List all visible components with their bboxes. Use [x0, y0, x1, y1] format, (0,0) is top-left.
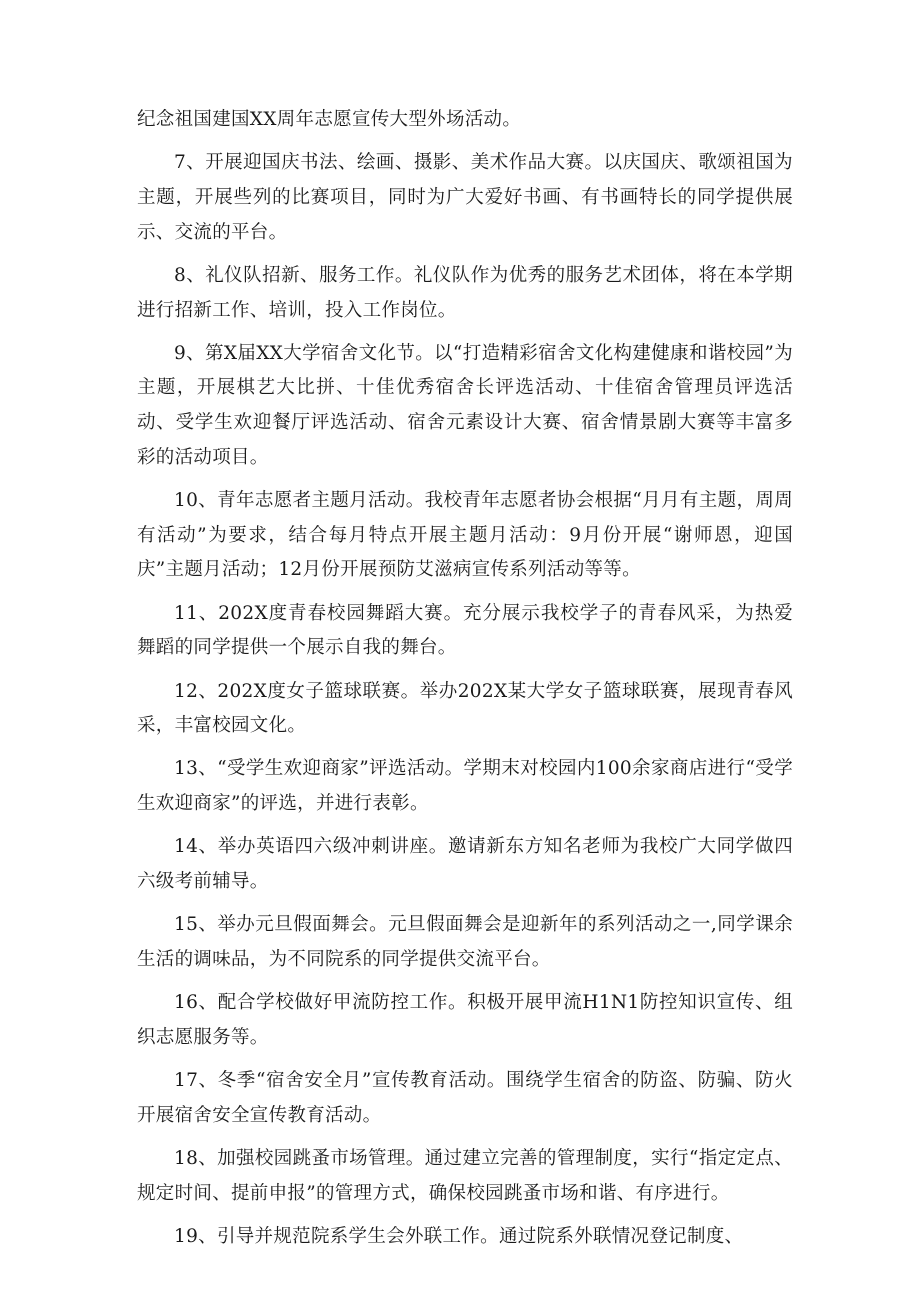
paragraph-item-9: 9、第X届XX大学宿舍文化节。以“打造精彩宿舍文化构建健康和谐校园”为主题，开展棋艺大比拼、十佳优秀宿舍长评选活动、十佳宿舍管理员评选活动、受学生欢迎餐厅评选活动、宿舍元素设计大赛、宿舍情景剧大赛等丰富多彩的活动项目。: [137, 342, 793, 468]
paragraph-item-15: 15、举办元旦假面舞会。元旦假面舞会是迎新年的系列活动之一,同学课余生活的调味品，为不同院系的同学提供交流平台。: [137, 914, 793, 970]
document-body: [137, 103, 793, 1263]
paragraph-item-17: 17、冬季“宿舍安全月”宣传教育活动。围绕学生宿舍的防盗、防骗、防火开展宿舍安全宣传教育活动。: [137, 1070, 793, 1126]
paragraph-item-16: 16、配合学校做好甲流防控工作。积极开展甲流H1N1防控知识宣传、组织志愿服务等。: [137, 992, 793, 1048]
paragraph-continuation: 纪念祖国建国XX周年志愿宣传大型外场活动。: [137, 109, 522, 130]
paragraph-item-7: 7、开展迎国庆书法、绘画、摄影、美术作品大赛。以庆国庆、歌颂祖国为主题，开展些列的比赛项目，同时为广大爱好书画、有书画特长的同学提供展示、交流的平台。: [137, 152, 793, 243]
paragraph-item-18: 18、加强校园跳蚤市场管理。通过建立完善的管理制度，实行“指定定点、规定时间、提前申报”的管理方式，确保校园跳蚤市场和谐、有序进行。: [137, 1147, 793, 1204]
paragraph-item-13: 13、“受学生欢迎商家”评选活动。学期末对校园内100余家商店进行“受学生欢迎商家”的评选，并进行表彰。: [137, 758, 793, 815]
paragraph-item-10: 10、青年志愿者主题月活动。我校青年志愿者协会根据“月月有主题，周周有活动”为要求，结合每月特点开展主题月活动：9月份开展“谢师恩，迎国庆”主题月活动；12月份开展预防艾滋病宣传系列活动等等。: [137, 490, 793, 581]
paragraph-item-8: 8、礼仪队招新、服务工作。礼仪队作为优秀的服务艺术团体，将在本学期进行招新工作、培训，投入工作岗位。: [137, 264, 793, 321]
paragraph-item-19: 19、引导并规范院系学生会外联工作。通过院系外联情况登记制度、: [174, 1225, 744, 1247]
paragraph-item-11: 11、202X度青春校园舞蹈大赛。充分展示我校学子的青春风采，为热爱舞蹈的同学提供一个展示自我的舞台。: [137, 602, 793, 659]
paragraph-item-14: 14、举办英语四六级冲刺讲座。邀请新东方知名老师为我校广大同学做四六级考前辅导。: [137, 836, 793, 893]
paragraph-item-12: 12、202X度女子篮球联赛。举办202X某大学女子篮球联赛，展现青春风采，丰富校园文化。: [137, 680, 793, 737]
